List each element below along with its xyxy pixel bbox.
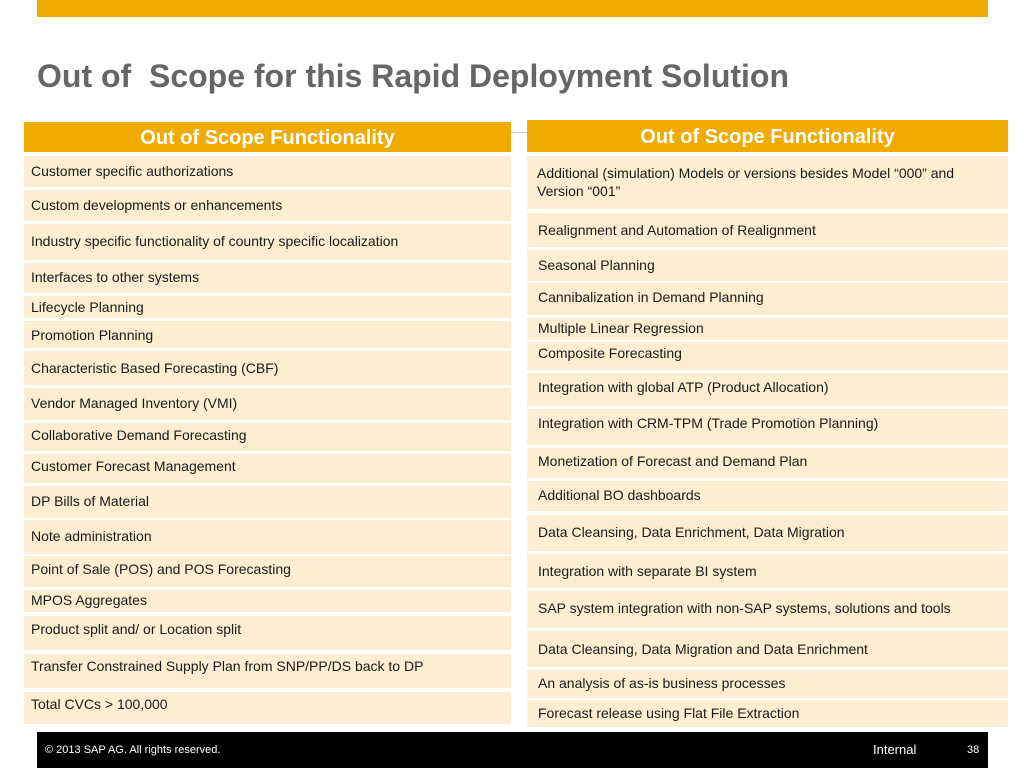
right-scope-table xyxy=(527,120,1008,730)
right-table-row xyxy=(527,318,1008,340)
right-table-row xyxy=(527,373,1008,406)
left-table-row xyxy=(24,156,511,187)
copyright-text: © 2013 SAP AG. All rights reserved. xyxy=(45,744,221,756)
left-table-header: Out of Scope Functionality xyxy=(24,122,511,152)
right-table-row-text: Additional (simulation) Models or versions besides Model “000” and Version “001” xyxy=(537,165,955,199)
left-table-row-text: Product split and/ or Location split xyxy=(31,621,242,637)
right-table-header: Out of Scope Functionality xyxy=(527,120,1008,152)
right-table-row-text: Integration with CRM-TPM (Trade Promotion Planning) xyxy=(538,415,879,431)
right-table-row xyxy=(527,670,1008,698)
left-table-row xyxy=(24,296,511,318)
right-table-row-text: Data Cleansing, Data Migration and Data Enrichment xyxy=(538,641,868,657)
classification-label: Internal xyxy=(873,742,917,757)
left-table-row-text: Point of Sale (POS) and POS Forecasting xyxy=(31,561,291,577)
right-table-row-text: Monetization of Forecast and Demand Plan xyxy=(538,453,808,469)
right-table-row xyxy=(527,515,1008,551)
right-table-row xyxy=(527,554,1008,588)
left-table-row-text: Collaborative Demand Forecasting xyxy=(31,427,247,443)
right-table-row xyxy=(527,631,1008,667)
slide-title: Out of Scope for this Rapid Deployment Solution xyxy=(37,58,789,94)
left-table-row xyxy=(24,616,511,650)
right-table-row xyxy=(527,481,1008,511)
left-table-row-text: MPOS Aggregates xyxy=(31,592,147,608)
right-table-row-text: SAP system integration with non-SAP systems, solutions and tools xyxy=(538,600,951,616)
right-table-row xyxy=(527,591,1008,628)
right-table-row-text: Data Cleansing, Data Enrichment, Data Migration xyxy=(538,524,845,540)
left-table-row xyxy=(24,556,511,587)
left-table-row-text: Characteristic Based Forecasting (CBF) xyxy=(31,360,279,376)
left-scope-table xyxy=(24,122,511,724)
left-table-row-text: Total CVCs > 100,000 xyxy=(31,696,168,712)
right-table-row xyxy=(527,283,1008,315)
header-connector-line xyxy=(511,132,527,133)
right-table-row-text: Forecast release using Flat File Extraction xyxy=(538,705,800,721)
left-table-row-text: Promotion Planning xyxy=(31,327,154,343)
right-table-row xyxy=(527,213,1008,247)
footer-bar xyxy=(37,732,988,768)
right-table-row-text: Realignment and Automation of Realignment xyxy=(538,222,816,238)
right-table-row-text: Composite Forecasting xyxy=(538,345,682,361)
right-table-row xyxy=(527,342,1008,370)
left-table-row xyxy=(24,351,511,385)
left-table-row xyxy=(24,590,511,612)
left-table-row xyxy=(24,321,511,348)
page-number: 38 xyxy=(967,744,980,756)
right-table-row xyxy=(527,156,1008,209)
left-table-row-text: Customer Forecast Management xyxy=(31,458,236,474)
right-table-row-text: Additional BO dashboards xyxy=(538,487,701,503)
right-table-row xyxy=(527,409,1008,445)
right-table-row-text: An analysis of as-is business processes xyxy=(538,675,786,691)
left-table-row xyxy=(24,692,511,724)
left-table-row xyxy=(24,423,511,451)
left-table-row xyxy=(24,486,511,518)
left-table-row xyxy=(24,224,511,260)
left-table-row-text: Lifecycle Planning xyxy=(31,299,144,315)
left-table-row-text: Custom developments or enhancements xyxy=(31,197,283,213)
left-table-row xyxy=(24,388,511,420)
left-table-row-text: DP Bills of Material xyxy=(31,493,150,509)
left-table-row xyxy=(24,654,511,688)
right-table-row-text: Integration with global ATP (Product Allocation) xyxy=(538,379,829,395)
right-table-row-text: Seasonal Planning xyxy=(538,257,655,273)
right-table-row xyxy=(527,250,1008,281)
left-table-row xyxy=(24,190,511,221)
left-table-row xyxy=(24,263,511,293)
right-table-row-text: Integration with separate BI system xyxy=(538,563,757,579)
right-table-row xyxy=(527,700,1008,727)
right-table-row xyxy=(527,448,1008,478)
left-table-row-text: Note administration xyxy=(31,528,152,544)
right-table-row-text: Multiple Linear Regression xyxy=(538,320,704,336)
left-table-row-text: Interfaces to other systems xyxy=(31,269,200,285)
left-table-row xyxy=(24,454,511,483)
left-table-row xyxy=(24,520,511,554)
left-table-row-text: Customer specific authorizations xyxy=(31,163,234,179)
top-accent-bar xyxy=(37,0,988,17)
left-table-row-text: Vendor Managed Inventory (VMI) xyxy=(31,395,238,411)
right-table-row-text: Cannibalization in Demand Planning xyxy=(538,289,764,305)
left-table-row-text: Industry specific functionality of country specific localization xyxy=(31,233,399,249)
left-table-row-text: Transfer Constrained Supply Plan from SNP/PP/DS back to DP xyxy=(31,658,424,674)
